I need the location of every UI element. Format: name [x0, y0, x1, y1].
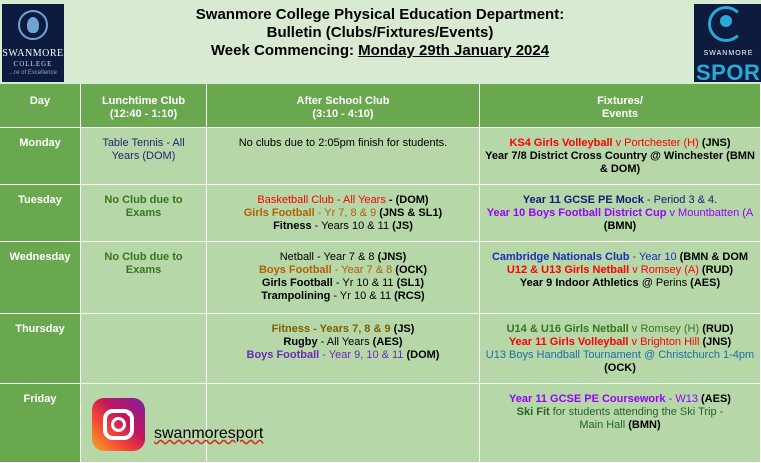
club-name: Netball [279, 251, 314, 263]
logo-sub: COLLEGE [13, 60, 53, 68]
fixture-staff: (BMN) [628, 419, 661, 431]
day-monday [0, 128, 81, 185]
club-years: - Years 7, 8 & 9 [310, 323, 394, 335]
fixture-staff: (OCK) [604, 362, 636, 374]
sport-logo [694, 4, 761, 82]
club-staff: (JNS) [377, 251, 407, 263]
col-header-lunch [81, 84, 207, 128]
fixture-detail: Main Hall [579, 419, 629, 431]
day-label: Wednesday [9, 251, 71, 263]
fixture-name: Cambridge Nationals Club [491, 251, 630, 263]
fixture-staff: (BMN) [603, 220, 637, 232]
monday-fixtures [480, 128, 761, 185]
fixture-name: Year 7/8 District Cross Country @ Winchester (BMN [485, 150, 755, 162]
club-years: - Year 7 & 8 [331, 264, 396, 276]
fixture-name: U13 Boys Handball Tournament [485, 349, 641, 361]
club-note: No Club due to [104, 251, 183, 263]
page-title [70, 6, 690, 60]
friday-fixtures [480, 384, 761, 463]
instagram-icon[interactable] [92, 398, 145, 451]
col-header-fixtures [480, 84, 761, 128]
club-name: Girls Football [243, 207, 315, 219]
sport-logo-word: SPOR [696, 60, 761, 82]
fixture-detail: for students attending the Ski Trip - [549, 406, 724, 418]
col-after-label: After School Club [296, 95, 390, 107]
club-name: Basketball Club [257, 194, 334, 206]
fixture-staff: (JNS) [702, 336, 732, 348]
college-logo [2, 4, 64, 82]
sport-logo-name: SWANMORE [703, 50, 754, 57]
week-date: Monday 29th January 2024 [358, 42, 550, 59]
fixture-detail: @ Christchurch 1-4pm [640, 349, 755, 361]
club-staff: (OCK) [395, 264, 428, 276]
club-name: Girls Football [261, 277, 333, 289]
monday-after-school [207, 128, 480, 185]
wednesday-after-school [207, 242, 480, 314]
wednesday-fixtures [480, 242, 761, 314]
week-label: Week Commencing: [210, 42, 359, 59]
club-years: - Yr 10 & 11 [330, 290, 395, 302]
title-line-1: Swanmore College Physical Education Department: [195, 6, 565, 23]
club-staff: (RCS) [394, 290, 425, 302]
fixture-name: Year 9 Indoor Athletics [519, 277, 639, 289]
fixture-staff: (AES) [690, 277, 721, 289]
col-header-after-school [207, 84, 480, 128]
club-years: - All Years [333, 194, 386, 206]
fixture-detail: - Period 3 & 4. [643, 194, 718, 206]
bulletin-header [0, 0, 761, 84]
fixture-name: Year 10 Boys Football District Cup [486, 207, 667, 219]
club-years: - Yr 10 & 11 [332, 277, 397, 289]
title-line-2: Bulletin (Clubs/Fixtures/Events) [266, 24, 494, 41]
col-events-label: Events [601, 108, 639, 120]
col-day-label: Day [29, 95, 51, 107]
logo-name: SWANMORE [2, 48, 64, 59]
monday-lunch [81, 128, 207, 185]
club-years: - Yr 7, 8 & 9 [314, 207, 380, 219]
instagram-lens [111, 417, 126, 432]
club-note: No clubs due to 2:05pm finish for students. [238, 137, 448, 149]
club-staff: (AES) [372, 336, 403, 348]
fixture-staff: (BMN & DOM [679, 251, 749, 263]
fixture-detail: v Brighton Hill [628, 336, 703, 348]
thursday-fixtures [480, 314, 761, 384]
wednesday-lunch [81, 242, 207, 314]
fixture-staff: (RUD) [701, 264, 734, 276]
fixture-staff: (JNS) [701, 137, 731, 149]
club-years: - Year 9, 10 & 11 [319, 349, 407, 361]
col-lunch-label: Lunchtime Club [101, 95, 186, 107]
club-staff: Years (DOM) [111, 150, 176, 162]
club-note: No Club due to [104, 194, 183, 206]
club-name: Trampolining [261, 290, 331, 302]
club-years: - Years 10 & 11 [311, 220, 393, 232]
instagram-handle[interactable]: swanmoresport [154, 425, 264, 442]
day-thursday [0, 314, 81, 384]
fixture-detail: v Mountbatten (A [666, 207, 754, 219]
club-years: - All [163, 137, 185, 149]
club-staff: (JNS & SL1) [379, 207, 443, 219]
thursday-lunch [81, 314, 207, 384]
club-years: - All Years [317, 336, 373, 348]
col-fixtures-label: Fixtures/ [597, 95, 643, 107]
club-note: Exams [125, 207, 162, 219]
day-label: Tuesday [18, 194, 62, 206]
club-years: - Year 7 & 8 [313, 251, 378, 263]
club-name: Fitness [271, 323, 311, 335]
fixture-detail: @ Perins [638, 277, 691, 289]
club-staff: (DOM) [406, 349, 440, 361]
fixture-detail: - Year 10 [629, 251, 680, 263]
fixture-staff: & DOM) [599, 163, 641, 175]
day-tuesday [0, 185, 81, 242]
col-header-day [0, 84, 81, 128]
swan-crest-icon [18, 10, 48, 40]
club-name: Fitness [273, 220, 312, 232]
day-label: Monday [19, 137, 61, 149]
club-name: Rugby [283, 336, 318, 348]
fixture-detail: v Romsey (A) [629, 264, 702, 276]
day-label: Thursday [15, 323, 65, 335]
thursday-after-school [207, 314, 480, 384]
fixture-staff: (AES) [701, 393, 731, 405]
fixture-detail: v Portchester (H) [612, 137, 702, 149]
day-label: Friday [23, 393, 57, 405]
fixture-name: Year 11 GCSE PE Coursework [509, 393, 666, 405]
day-wednesday [0, 242, 81, 314]
club-staff: - (DOM) [385, 194, 429, 206]
fixture-name: U12 & U13 Girls Netball [506, 264, 630, 276]
club-name: Boys Football [258, 264, 332, 276]
sport-swirl-icon [708, 6, 744, 42]
instagram-dot [127, 411, 132, 416]
fixture-detail: - W13 [665, 393, 702, 405]
club-name: Boys Football [246, 349, 320, 361]
fixture-name: Ski Fit [516, 406, 550, 418]
fixture-name: Year 11 GCSE PE Mock [522, 194, 644, 206]
club-staff: (JS) [393, 323, 415, 335]
club-name: Table Tennis [102, 137, 164, 149]
club-staff: (SL1) [396, 277, 425, 289]
club-staff: (JS) [392, 220, 413, 232]
col-after-time: (3:10 - 4:10) [312, 108, 374, 120]
tuesday-fixtures [480, 185, 761, 242]
col-lunch-time: (12:40 - 1:10) [109, 108, 178, 120]
fixture-name: U14 & U16 Girls Netball [506, 323, 629, 335]
fixture-staff: (RUD) [702, 323, 734, 335]
tuesday-after-school [207, 185, 480, 242]
club-note: Exams [125, 264, 162, 276]
fixture-name: KS4 Girls Volleyball [509, 137, 613, 149]
title-line-3 [70, 42, 690, 60]
day-friday [0, 384, 81, 463]
fixture-name: Year 11 Girls Volleyball [508, 336, 629, 348]
friday-after-school [207, 384, 480, 463]
logo-motto: ...re of Excellence [9, 70, 57, 76]
tuesday-lunch [81, 185, 207, 242]
fixture-detail: v Romsey (H) [628, 323, 703, 335]
